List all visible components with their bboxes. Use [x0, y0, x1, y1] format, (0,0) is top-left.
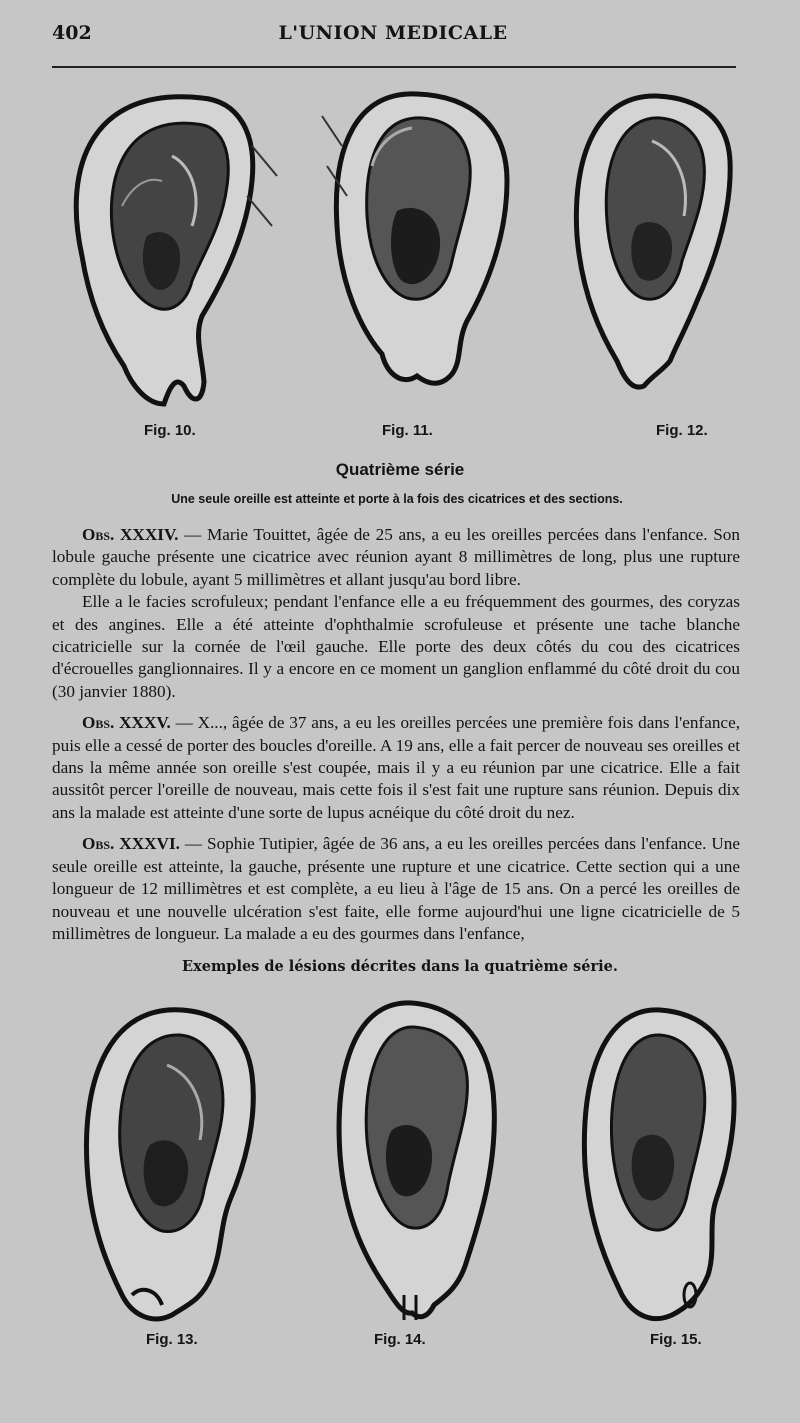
observation-paragraph	[52, 591, 740, 703]
page-header	[52, 22, 734, 50]
figure-caption: Fig. 14.	[374, 1331, 426, 1348]
observation-paragraph	[52, 833, 740, 945]
observation-text: — Sophie Tutipier, âgée de 36 ans, a eu les oreilles percées dans l'enfance. Une seule oreille est atteinte, la gauche, présente une rupture et une cicatrice. Cette section qui a une longueur de 12 millimètres et est complète, a eu lieu à l'âge de 15 ans. On a percé les oreilles de nouveau et une nouvelle ulcération s'est faite, elle forme aujourd'hui une ligne cicatricielle de 5 millimètres de longueur. La malade a eu des gourmes dans l'enfance,	[52, 834, 741, 943]
page-number: 402	[52, 22, 92, 44]
figure-13	[62, 995, 262, 1348]
figure-12	[552, 86, 742, 439]
observation-label: Obs. XXXIV.	[82, 525, 179, 544]
figure-caption: Fig. 15.	[650, 1331, 702, 1348]
observation-text: Elle a le facies scrofuleux; pendant l'enfance elle a eu fréquemment des gourmes, des coryzas et des angines. Elle a été atteinte d'ophthalmie scrofuleuse et présente une tache blanche cicatricielle sur la cornée de l'œil gauche. Elle porte des deux côtés du cou des cicatrices d'écrouelles ganglionnaires. Il y a encore en ce moment un ganglion enflammé du côté droit du cou (30 janvier 1880).	[52, 592, 740, 701]
ear-illustration	[52, 86, 282, 416]
ear-illustration	[552, 86, 742, 416]
observation-paragraph	[52, 524, 740, 591]
figure-caption: Fig. 13.	[146, 1331, 198, 1348]
ear-illustration	[312, 995, 512, 1335]
observation-label: Obs. XXXVI.	[82, 834, 180, 854]
running-title: L'UNION MEDICALE	[278, 22, 508, 44]
ear-illustration	[62, 995, 262, 1335]
figure-caption: Fig. 10.	[144, 422, 196, 439]
figure-15	[560, 995, 740, 1348]
examples-title: Exemples de lésions décrites dans la quatrième série.	[182, 958, 618, 975]
observation-text: — X..., âgée de 37 ans, a eu les oreilles percées une première fois dans l'enfance, puis elle a cessé de porter des boucles d'oreille. A 19 ans, elle a fait percer de nouveau ses oreilles et dans la même année son oreille s'est coupée, mais il y a eu réunion par une cicatrice. Elle a fait aussitôt percer l'oreille de nouveau, mais cette fois il s'est fait une rupture sans réunion. Depuis dix ans la malade est atteinte d'une sorte de lupus acnéique du côté droit du nez.	[52, 713, 740, 822]
figure-row-bottom	[52, 995, 742, 1357]
observation-paragraph	[52, 712, 740, 824]
observation-text: — Marie Touittet, âgée de 25 ans, a eu les oreilles percées dans l'enfance. Son lobule gauche présente une cicatrice avec réunion ayant 8 millimètres de long, plus une rupture complète du lobule, ayant 5 millimètres et allant jusqu'au bord libre.	[52, 525, 740, 589]
figure-row-top	[52, 86, 742, 439]
figure-14	[312, 995, 512, 1348]
observation-label: Obs. XXXV.	[82, 713, 171, 733]
ear-illustration	[302, 86, 532, 416]
section-subtitle: Une seule oreille est atteinte et porte à la fois des cicatrices et des sections.	[171, 492, 623, 506]
figure-11	[302, 86, 532, 439]
body-text	[52, 524, 740, 954]
figure-caption: Fig. 11.	[382, 422, 433, 439]
ear-illustration	[560, 995, 740, 1335]
section-title: Quatrième série	[335, 460, 465, 479]
header-rule	[52, 66, 736, 68]
figure-caption: Fig. 12.	[656, 422, 708, 439]
figure-10	[52, 86, 282, 439]
